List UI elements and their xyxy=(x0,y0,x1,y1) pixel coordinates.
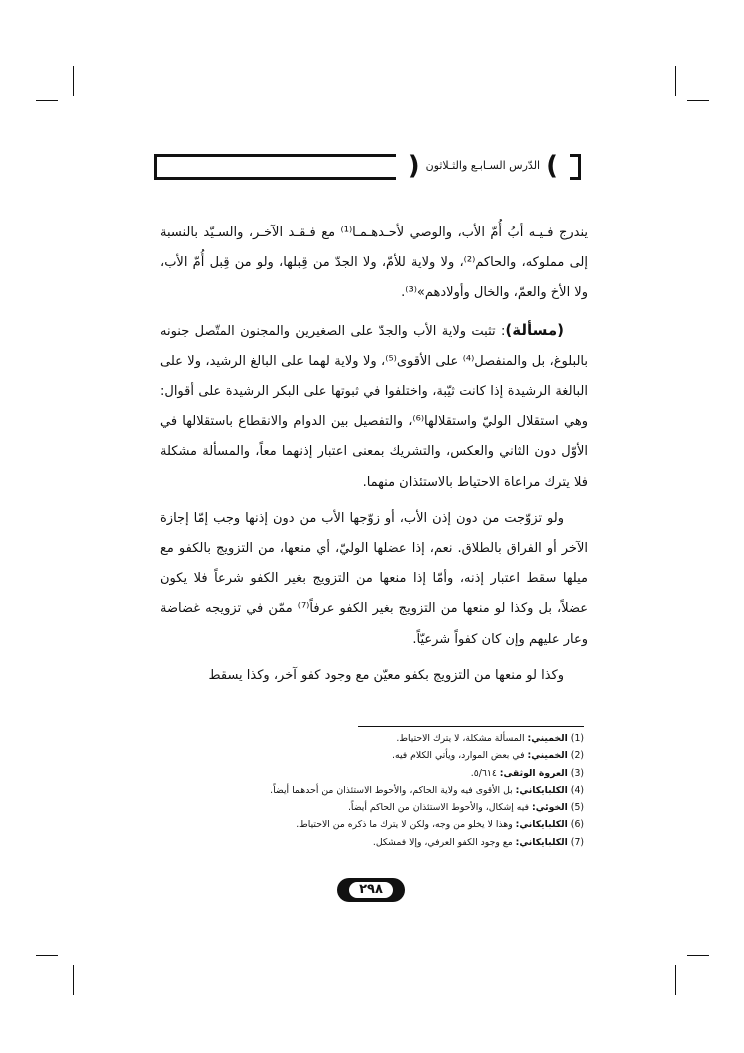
crop-mark-top-right-horizontal xyxy=(687,100,709,101)
masala-heading: (مسألة) xyxy=(505,320,564,339)
running-header-title xyxy=(396,147,570,185)
header-paren-close: ( xyxy=(407,151,420,181)
footnote-2: (2) الخميني: في بعض الموارد، ويأتي الكلام فيه. xyxy=(392,750,584,762)
footnote-7: (7) الكلبايكاني: مع وجود الكفو العرفي، وإلا فمشكل. xyxy=(372,836,584,848)
page-number: ٢٩٨ xyxy=(349,882,393,898)
paragraph-4: وكذا لو منعها من التزويج بكفو معيّن مع وجود كفو آخر، وكذا يسقط xyxy=(208,667,564,683)
footnote-5: (5) الخوئي: فيه إشكال، والأحوط الاستئذان من الحاكم أيضاً. xyxy=(347,802,584,814)
crop-mark-bottom-right-vertical xyxy=(675,965,676,995)
footnote-3: (3) العروة الوثقى: ٥/٦١٤. xyxy=(470,767,584,779)
header-title-text: الدّرس السـابـع والثـلاثون xyxy=(425,159,541,172)
crop-mark-bottom-left-vertical xyxy=(73,965,74,995)
crop-mark-top-left-vertical xyxy=(73,66,74,96)
paragraph-2 xyxy=(160,315,588,498)
footnotes xyxy=(160,730,584,851)
footnote-separator xyxy=(358,726,584,727)
footnote-1: (1) الخميني: المسألة مشكلة، لا يترك الاحتياط. xyxy=(396,733,584,744)
paragraph-2-text: : تثبت ولاية الأب والجدّ على الصغيرين والمجنون المتّصل جنونه بالبلوغ، بل والمنفصل⁽⁴⁾ على الأقوى⁽⁵⁾، ولا ولاية لهما على البالغ الرشيد، ولا على البالغة الرشيدة إذا كانت ثيّبة، واختلفوا في ثبوتها على البكر الرشيدة على أقوال: وهي استقلال الوليّ واستقلالها⁽⁶⁾، والتفصيل بين الدوام والانقطاع باستقلالها في الأوّل دون الثاني والعكس، والتشريك بمعنى اعتبار إذنهما معاً، والمسألة مشكلة فلا يترك مراعاة الاحتياط بالاستئذان منهما. xyxy=(160,323,588,490)
crop-mark-bottom-right-horizontal xyxy=(687,955,709,956)
paragraph-3: ولو تزوّجت من دون إذن الأب، أو زوّجها الأب من دون إذنها وجب إمّا إجازة الآخر أو الفراق بالطلاق. نعم، إذا عضلها الوليّ، أي منعها، من التزويج بالكفو مع ميلها سقط اعتبار إذنه، وأمّا إذا منعها من التزويج بغير الكفو شرعاً فلا يكون عضلاً، بل وكذا لو منعها من التزويج بغير الكفو عرفاً⁽⁷⁾ ممّن في تزويجه غضاضة وعار عليهم وإن كان كفواً شرعيّاً. xyxy=(160,510,588,647)
footnote-6: (6) الكلبايكاني: وهذا لا يخلو من وجه، ولكن لا يترك ما ذكره من الاحتياط. xyxy=(296,819,584,831)
crop-mark-bottom-left-horizontal xyxy=(36,955,58,956)
body-text xyxy=(160,218,588,697)
page-number-badge xyxy=(337,878,405,902)
crop-mark-top-left-horizontal xyxy=(36,100,58,101)
paragraph-1: يندرج فـيـه أبُ أُمّ الأب، والوصي لأحـدهـمـا⁽¹⁾ مع فـقـد الآخـر، والسـيّد بالنسبة إلى مملوكه، والحاكم⁽²⁾، ولا ولاية للأمّ، ولا الجدّ من قِبلها، ولو من قِبل أُمّ الأب، ولا الأخ والعمّ، والخال وأولادهم»⁽³⁾. xyxy=(160,225,589,301)
footnote-4: (4) الكلبايكاني: بل الأقوى فيه ولاية الحاكم، والأحوط الاستئذان من أحدهما أيضاً. xyxy=(270,784,584,796)
header-paren-open: ) xyxy=(546,151,558,181)
running-header-frame xyxy=(154,151,581,181)
crop-mark-top-right-vertical xyxy=(675,66,676,96)
